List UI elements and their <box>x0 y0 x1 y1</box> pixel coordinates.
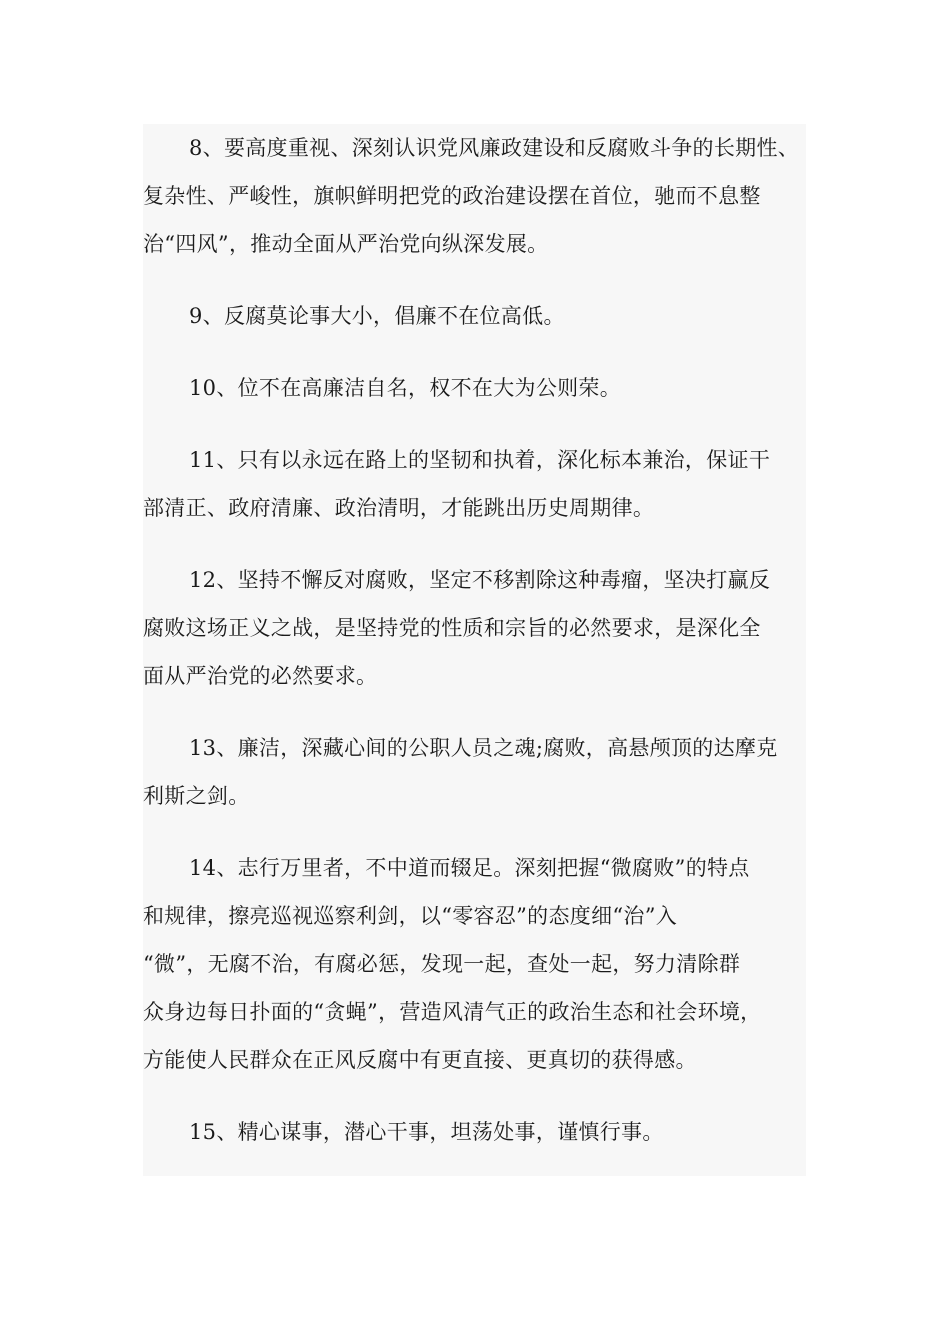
paragraph-13 <box>143 724 833 820</box>
paragraph-line: “微”，无腐不治，有腐必惩，发现一起，查处一起，努力清除群 <box>143 952 741 976</box>
paragraph-10 <box>143 364 833 412</box>
paragraph-line: 15、精心谋事，潜心干事，坦荡处事，谨慎行事。 <box>189 1120 664 1144</box>
paragraph-line: 治“四风”，推动全面从严治党向纵深发展。 <box>143 232 549 256</box>
paragraph-line: 方能使人民群众在正风反腐中有更直接、更真切的获得感。 <box>143 1048 697 1072</box>
paragraph-line: 面从严治党的必然要求。 <box>143 664 378 688</box>
paragraph-14 <box>143 844 833 1084</box>
paragraph-line: 10、位不在高廉洁自名，权不在大为公则荣。 <box>189 376 622 400</box>
paragraph-9 <box>143 292 833 340</box>
paragraph-line: 13、廉洁，深藏心间的公职人员之魂;腐败，高悬颅顶的达摩克 <box>189 736 778 760</box>
paragraph-11 <box>143 436 833 532</box>
paragraph-line: 和规律，擦亮巡视巡察利剑，以“零容忍”的态度细“治”入 <box>143 904 678 928</box>
paragraph-line: 众身边每日扑面的“贪蝇”，营造风清气正的政治生态和社会环境， <box>143 1000 762 1024</box>
paragraph-8 <box>143 124 833 268</box>
paragraph-line: 12、坚持不懈反对腐败，坚定不移割除这种毒瘤，坚决打赢反 <box>189 568 771 592</box>
paragraph-line: 部清正、政府清廉、政治清明，才能跳出历史周期律。 <box>143 496 655 520</box>
paragraph-15 <box>143 1108 833 1156</box>
paragraph-line: 9、反腐莫论事大小，倡廉不在位高低。 <box>189 304 565 328</box>
paragraph-line: 复杂性、严峻性，旗帜鲜明把党的政治建设摆在首位，驰而不息整 <box>143 184 761 208</box>
paragraph-12 <box>143 556 833 700</box>
paragraph-line: 8、要高度重视、深刻认识党风廉政建设和反腐败斗争的长期性、 <box>189 136 800 160</box>
paragraph-line: 利斯之剑。 <box>143 784 250 808</box>
document-body <box>143 124 833 1156</box>
paragraph-line: 腐败这场正义之战，是坚持党的性质和宗旨的必然要求，是深化全 <box>143 616 761 640</box>
paragraph-line: 14、志行万里者，不中道而辍足。深刻把握“微腐败”的特点 <box>189 856 750 880</box>
paragraph-line: 11、只有以永远在路上的坚韧和执着，深化标本兼治，保证干 <box>189 448 771 472</box>
